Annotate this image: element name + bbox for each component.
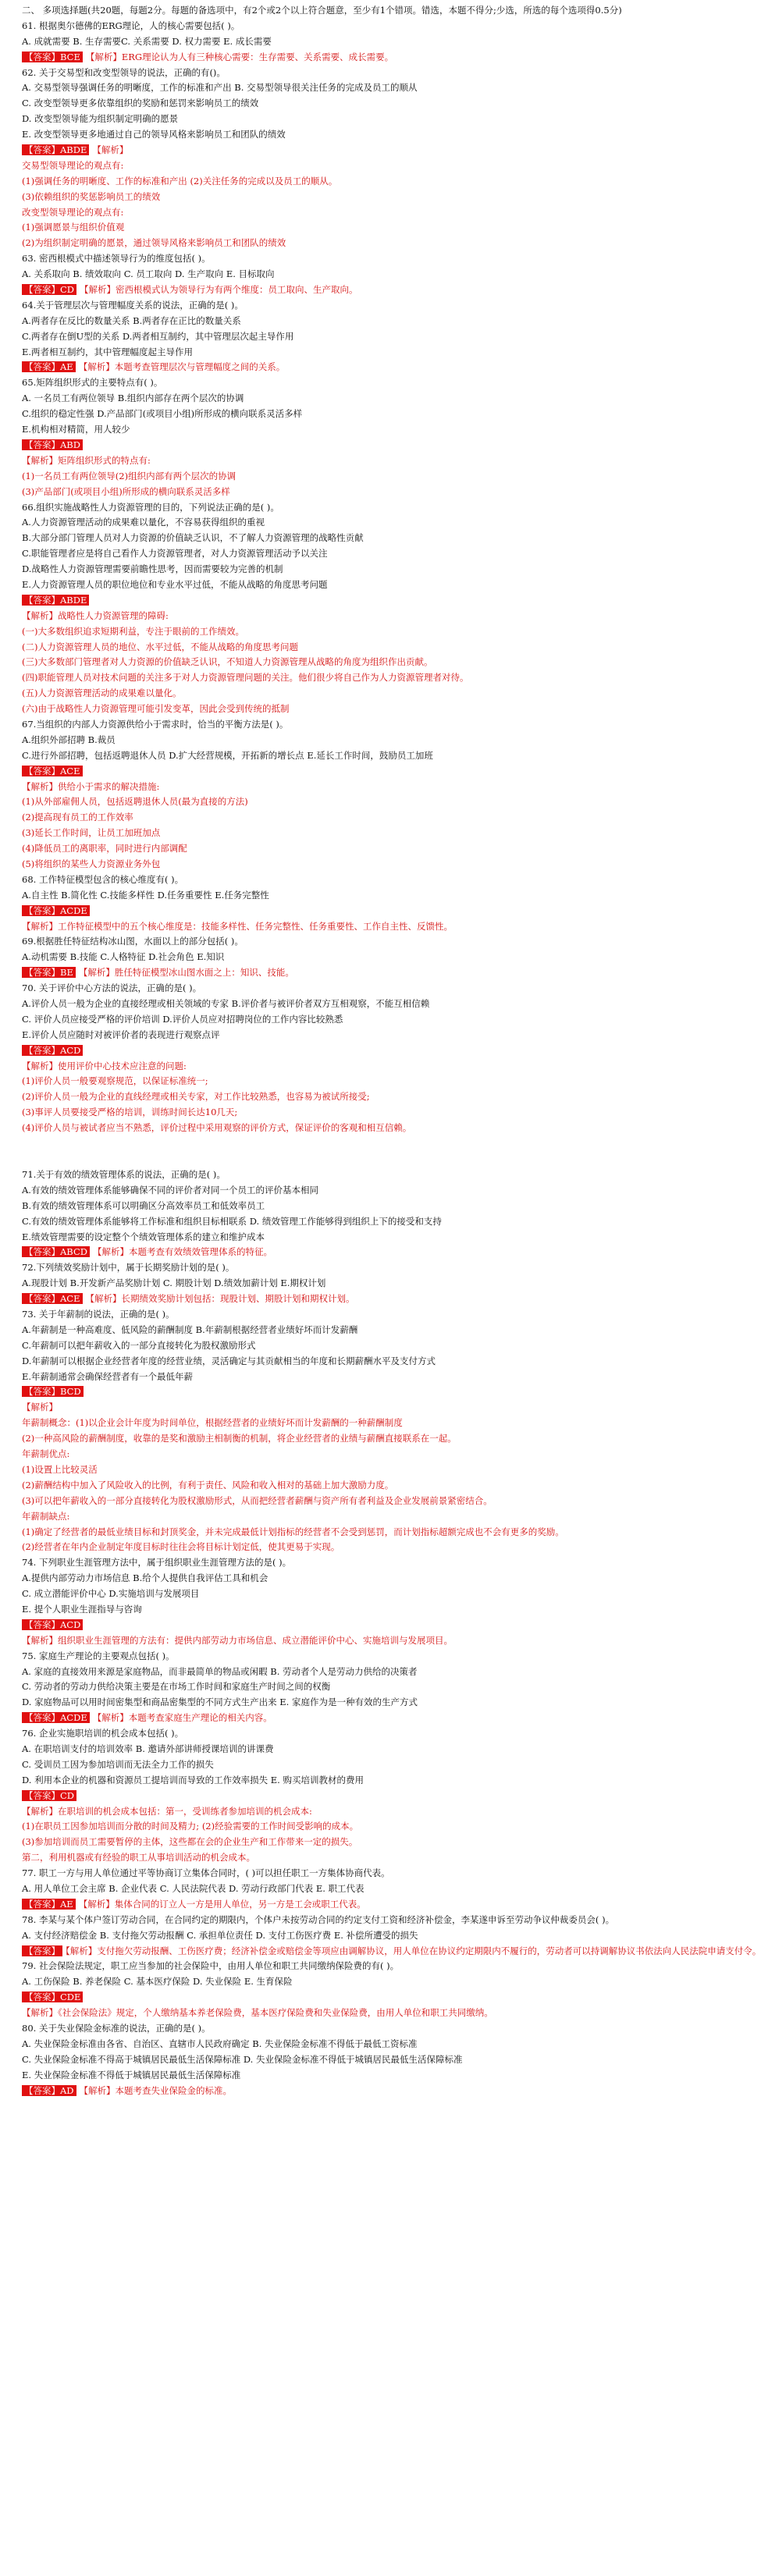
answer-tag: 【答案】ACDE (22, 905, 90, 916)
question-line (22, 1866, 672, 1881)
line-text: A.评价人员一般为企业的直接经理或相关领域的专家 B.评价者与被评价者双方互相观察，不能互相信赖 (22, 998, 430, 1009)
line-text: 【解析】战略性人力资源管理的障碍: (22, 609, 169, 621)
answer-tag: 【答案】AE (22, 1899, 76, 1910)
line-text: 61. 根据奥尔德佛的ERG理论，人的核心需要包括( )。 (22, 20, 240, 31)
line-text: 【解析】 (92, 144, 129, 156)
answer-tag: 【答案】BE (22, 967, 76, 978)
answer-tag: 【答案】AE (22, 361, 76, 372)
question-line (22, 96, 672, 112)
line-text: 年薪制概念：(1)以企业会计年度为时间单位，根据经营者的业绩好坏而计发薪酬的一种薪酬制度 (22, 1417, 403, 1429)
explanation-line (22, 1494, 672, 1509)
question-line (22, 997, 672, 1012)
line-text: 75. 家庭生产理论的主要观点包括( )。 (22, 1650, 175, 1661)
line-text: (2)提高现有员工的工作效率 (22, 812, 133, 823)
explanation-line (22, 1850, 672, 1866)
explanation-line (22, 1835, 672, 1850)
line-text: (1)在职员工因参加培训而分散的时间及精力; (2)经验需要的工作时间受影响的成本。 (22, 1821, 359, 1832)
answer-tag: 【答案】CDE (22, 1992, 83, 2002)
question-line (22, 1742, 672, 1757)
line-text: A. 交易型领导强调任务的明晰度，工作的标准和产出 B. 交易型领导很关注任务的完成及员工的顺从 (22, 82, 418, 94)
line-text: E.绩效管理需要的设定整个个绩效管理体系的建立和维护成本 (22, 1231, 265, 1242)
line-text: 【解析】本题考查有效绩效管理体系的特征。 (93, 1246, 272, 1258)
answer-tag: 【答案】ACDE (22, 1712, 90, 1723)
explanation-line (22, 1525, 672, 1540)
line-text: (2)薪酬结构中加入了风险收入的比例，有利于责任、风险和收入相对的基础上加大激励力度。 (22, 1479, 394, 1491)
question-line (22, 1260, 672, 1276)
question-line (22, 19, 672, 34)
question-line (22, 112, 672, 127)
explanation-line (22, 1105, 672, 1121)
answer-tag: 【答案】BCE (22, 52, 83, 62)
question-line (22, 748, 672, 764)
line-text: 年薪制优点: (22, 1448, 70, 1460)
line-text: C. 评价人员应接受严格的评价培训 D.评价人员应对招聘岗位的工作内容比较熟悉 (22, 1013, 343, 1025)
line-text: (3)延长工作时间，让员工加班加点 (22, 827, 161, 839)
question-line (22, 1881, 672, 1897)
answer-line (22, 1944, 761, 1960)
line-text: (1)设置上比较灵活 (22, 1463, 98, 1475)
line-text: 73. 关于年薪制的说法，正确的是( )。 (22, 1309, 175, 1320)
question-line (22, 515, 672, 531)
question-line (22, 562, 672, 577)
line-text: C.职能管理者应是将自己看作人力资源管理者，对人力资源管理活动予以关注 (22, 548, 328, 560)
line-text: (3)依赖组织的奖惩影响员工的绩效 (22, 190, 161, 202)
line-text: C.有效的绩效管理体系能够将工作标准和组织目标相联系 D. 绩效管理工作能够得到组织上下的接受和支持 (22, 1215, 442, 1227)
explanation-line (22, 841, 672, 857)
line-text: (四)职能管理人员对技术问题的关注多于对人力资源管理问题的关注。他们很少将自己作为人力资源管理者对待。 (22, 672, 469, 684)
line-text: (1)强调愿景与组织价值观 (22, 222, 125, 233)
line-text: (三)大多数部门管理者对人力资源的价值缺乏认识，不知道人力资源管理从战略的角度为组织作出贡献。 (22, 656, 433, 668)
line-text: 【解析】供给小于需求的解决措施: (22, 780, 160, 792)
line-text: 【解析】支付拖欠劳动报酬、工伤医疗费；经济补偿金或赔偿金等项应由调解协议，用人单位在协议约定期限内不履行的，劳动者可以持调解协议书依法向人民法院申请支付令。 (66, 1945, 761, 1956)
line-text: (2)一种高风险的薪酬制度，收靠的是奖和激励主相制衡的机制，将企业经营者的业绩与薪酬直接联系在一起。 (22, 1433, 457, 1444)
explanation-line (22, 205, 672, 221)
answer-line (22, 1789, 672, 1804)
question-line (22, 531, 672, 546)
question-line (22, 2068, 672, 2084)
explanation-line (22, 158, 672, 174)
line-text: C.两者存在倒U型的关系 D.两者相互制约，其中管理层次起主导作用 (22, 330, 294, 342)
question-line (22, 577, 672, 593)
question-line (22, 1183, 672, 1199)
line-text: 【解析】组织职业生涯管理的方法有：提供内部劳动力市场信息、成立潜能评价中心、实施培训与发展项目。 (22, 1634, 453, 1646)
line-text: E.机构相对精简，用人较少 (22, 424, 130, 435)
question-line (22, 934, 672, 950)
line-text: D. 利用本企业的机器和资源员工提培训而导致的工作效率损失 E. 购买培训教材的费用 (22, 1774, 364, 1785)
explanation-line (22, 655, 672, 670)
line-text: (1)强调任务的明晰度、工作的标准和产出 (2)关注任务的完成以及员工的顺从。 (22, 175, 338, 187)
question-line (22, 1028, 672, 1043)
question-line (22, 1307, 672, 1323)
line-text: A. 支付经济赔偿金 B. 支付拖欠劳动报酬 C. 承担单位责任 D. 支付工伤医疗费 E. 补偿所遭受的损失 (22, 1929, 418, 1941)
line-text: A.组织外部招聘 B.裁员 (22, 734, 116, 745)
question-line (22, 1695, 672, 1711)
question-line (22, 3, 672, 19)
explanation-line (22, 640, 672, 656)
line-text: 【解析】长期绩效奖励计划包括：现股计划、期股计划和期权计划。 (85, 1293, 355, 1305)
answer-tag: 【答案】CD (22, 1790, 76, 1801)
explanation-line (22, 1540, 672, 1555)
answer-line (22, 2084, 672, 2099)
line-text: (六)由于战略性人力资源管理可能引发变革，因此会受到传统的抵制 (22, 703, 290, 715)
question-line (22, 1370, 672, 1385)
line-text: 【解析】密西根模式认为领导行为有两个维度：员工取向、生产取向。 (80, 284, 358, 296)
blank-gap (22, 1136, 672, 1167)
question-line (22, 1726, 672, 1742)
question-line (22, 1649, 672, 1665)
explanation-line (22, 919, 672, 935)
explanation-line (22, 1416, 672, 1431)
line-text: (1)确定了经营者的最低业绩目标和封顶奖金，并未完成最低计划指标的经营者不会受到惩罚，而计划指标超额完成也不会有更多的奖励。 (22, 1526, 564, 1537)
line-text: A.有效的绩效管理体系能够确保不同的评价者对同一个员工的评价基本相同 (22, 1184, 318, 1196)
explanation-line (22, 220, 672, 236)
question-line (22, 872, 672, 888)
answer-line (22, 282, 672, 298)
explanation-line (22, 1633, 672, 1649)
answer-line (22, 1292, 672, 1307)
question-line (22, 407, 672, 422)
question-line (22, 546, 672, 562)
explanation-line (22, 780, 672, 795)
line-text: 【解析】本题考查管理层次与管理幅度之间的关系。 (78, 361, 286, 373)
explanation-line (22, 174, 672, 190)
line-text: 68. 工作特征模型包含的核心维度有( )。 (22, 873, 184, 885)
line-text: 78. 李某与某个体户签订劳动合同，在合同约定的期限内，个体户未按劳动合同的约定支付工资和经济补偿金，李某遂申诉至劳动争议仲裁委员会( )。 (22, 1913, 615, 1925)
line-text: C. 失业保险金标准不得高于城镇居民最低生活保障标准 D. 失业保险金标准不得低于城镇居民最低生活保障标准 (22, 2053, 463, 2065)
line-text: 【解析】胜任特征模型冰山图水面之上：知识、技能。 (78, 967, 294, 979)
line-text: 【解析】本题考查家庭生产理论的相关内容。 (92, 1712, 272, 1724)
line-text: (3)产品部门(或项目小组)所形成的横向联系灵活多样 (22, 485, 230, 497)
answer-line (22, 1990, 672, 2006)
explanation-line (22, 1089, 672, 1105)
question-line (22, 1928, 672, 1944)
line-text: C. 受训员工因为参加培训而无法全力工作的损失 (22, 1758, 214, 1770)
line-text: E. 失业保险金标准不得低于城镇居民最低生活保障标准 (22, 2069, 241, 2080)
line-text: A.人力资源管理活动的成果难以量化，不容易获得组织的重视 (22, 517, 265, 528)
line-text: D. 改变型领导能为组织制定明确的愿景 (22, 113, 179, 125)
line-text: (4)评价人员与被试者应当不熟悉，评价过程中采用观察的评价方式，保证评价的客观和相互信赖。 (22, 1122, 412, 1134)
question-line (22, 1913, 672, 1928)
line-text: (1)从外部雇佣人员，包括返聘退休人员(最为直接的方法) (22, 796, 248, 808)
answer-tag: 【答案】ABDE (22, 144, 89, 155)
line-text: E.年薪制通常会确保经营者有一个最低年薪 (22, 1370, 194, 1382)
line-text: E.两者相互制约，其中管理幅度起主导作用 (22, 346, 194, 357)
line-text: C.进行外部招聘，包括返聘退休人员 D.扩大经营规模，开拓新的增长点 E.延长工作时间，鼓励员工加班 (22, 749, 433, 761)
line-text: 【解析】集体合同的订立人一方是用人单位，另一方是工会或职工代表。 (78, 1898, 366, 1910)
question-line (22, 950, 672, 965)
line-text: E.人力资源管理人员的职位地位和专业水平过低，不能从战略的角度思考问题 (22, 578, 328, 590)
answer-tag: 【答案】ACE (22, 1293, 83, 1304)
line-text: A. 工伤保险 B. 养老保险 C. 基本医疗保险 D. 失业保险 E. 生育保险 (22, 1976, 293, 1988)
question-line (22, 422, 672, 438)
line-text: A. 关系取向 B. 绩效取向 C. 员工取向 D. 生产取向 E. 目标取向 (22, 268, 275, 280)
answer-line (22, 50, 672, 66)
line-text: (五)人力资源管理活动的成果难以量化。 (22, 688, 182, 699)
explanation-line (22, 1462, 672, 1478)
explanation-line (22, 453, 672, 469)
line-text: 74. 下列职业生涯管理方法中，属于组织职业生涯管理方法的是( )。 (22, 1557, 292, 1569)
question-line (22, 1354, 672, 1370)
question-line (22, 500, 672, 516)
question-line (22, 1167, 672, 1183)
explanation-line (22, 485, 672, 500)
line-text: 79. 社会保险法规定，职工应当参加的社会保险中，由用人单位和职工共同缴纳保险费的有( )。 (22, 1960, 400, 1972)
line-text: (一)大多数组织追求短期利益，专注于眼前的工作绩效。 (22, 625, 244, 637)
line-text: C. 劳动者的劳动力供给决策主要是在市场工作时间和家庭生产时间之间的权衡 (22, 1681, 331, 1693)
question-line (22, 1230, 672, 1245)
line-text: (1)评价人员一般要观察规范，以保证标准统一; (22, 1075, 208, 1087)
line-text: 改变型领导理论的观点有: (22, 206, 124, 218)
line-text: A. 用人单位工会主席 B. 企业代表 C. 人民法院代表 D. 劳动行政部门代表 E. 职工代表 (22, 1882, 364, 1894)
question-line (22, 1757, 672, 1773)
question-line (22, 375, 672, 391)
answer-line (22, 143, 672, 158)
explanation-line (22, 1509, 672, 1525)
line-text: 64.关于管理层次与管理幅度关系的说法，正确的是( )。 (22, 299, 244, 311)
line-text: A.动机需要 B.技能 C.人格特征 D.社会角色 E.知识 (22, 951, 225, 963)
line-text: 【解析】在职培训的机会成本包括：第一，受训练者参加培训的机会成本: (22, 1805, 312, 1817)
line-text: (3)参加培训而员工需要暂停的主体，这些都在会的企业生产和工作带来一定的损失。 (22, 1836, 358, 1848)
question-line (22, 1571, 672, 1586)
question-line (22, 1974, 672, 1990)
line-text: E. 改变型领导更多地通过自己的领导风格来影响员工和团队的绩效 (22, 129, 286, 140)
question-line (22, 251, 672, 267)
explanation-line (22, 857, 672, 872)
line-text: 67.当组织的内部人力资源供给小于需求时，恰当的平衡方法是( )。 (22, 718, 289, 730)
question-line (22, 981, 672, 997)
answer-tag: 【答案】ABCD (22, 1246, 90, 1257)
question-line (22, 1773, 672, 1789)
line-text: 65.矩阵组织形式的主要特点有( )。 (22, 377, 163, 389)
explanation-line (22, 794, 672, 810)
line-text: (3)可以把年薪收入的一部分直接转化为股权激励形式，从而把经营者薪酬与资产所有者利益及企业发展前景紧密结合。 (22, 1494, 493, 1506)
explanation-line (22, 236, 672, 251)
question-line (22, 1665, 672, 1680)
line-text: 年薪制缺点: (22, 1510, 70, 1522)
question-line (22, 1602, 672, 1618)
question-line (22, 1586, 672, 1602)
line-text: 71.关于有效的绩效管理体系的说法，正确的是( )。 (22, 1169, 226, 1181)
answer-line (22, 360, 672, 375)
question-line (22, 391, 672, 407)
line-text: A.提供内部劳动力市场信息 B.给个人提供自我评估工具和机会 (22, 1572, 268, 1584)
answer-tag: 【答案】BCD (22, 1386, 84, 1397)
answer-tag: 【答案】 (22, 1945, 62, 1956)
line-text: C. 改变型领导更多依靠组织的奖励和惩罚来影响员工的绩效 (22, 98, 259, 109)
line-text: (2)为组织制定明确的愿景，通过领导风格来影响员工和团队的绩效 (22, 237, 286, 249)
line-text: (3)事评人员要接受严格的培训，训练时间长达10几天; (22, 1107, 238, 1118)
answer-tag: 【答案】ACD (22, 1619, 83, 1630)
line-text: 【解析】工作特征模型中的五个核心维度是：技能多样性、任务完整性、任务重要性、工作自主性、反馈性。 (22, 920, 453, 932)
line-text: D.战略性人力资源管理需要前瞻性思考，因而需要较为完善的机制 (22, 563, 283, 575)
answer-tag: 【答案】ACD (22, 1045, 83, 1056)
explanation-line (22, 624, 672, 640)
answer-line (22, 1043, 672, 1059)
question-line (22, 329, 672, 345)
question-line (22, 1555, 672, 1571)
question-line (22, 127, 672, 143)
explanation-line (22, 1059, 672, 1075)
question-line (22, 2021, 672, 2037)
question-line (22, 1199, 672, 1214)
line-text: 【解析】《社会保险法》规定，个人缴纳基本养老保险费，基本医疗保险费和失业保险费，由用人单位和职工共同缴纳。 (22, 2007, 493, 2019)
question-line (22, 888, 672, 904)
line-text: 77. 职工一方与用人单位通过平等协商订立集体合同时，( )可以担任职工一方集体协商代表。 (22, 1867, 390, 1879)
line-text: A.年薪制是一种高难度、低风险的薪酬制度 B.年薪制根据经营者业绩好坏而计发薪酬 (22, 1324, 358, 1335)
question-line (22, 314, 672, 329)
explanation-line (22, 686, 672, 702)
line-text: A. 家庭的直接效用来源是家庭物品，而非最简单的物品或闲暇 B. 劳动者个人是劳动力供给的决策者 (22, 1665, 418, 1677)
line-text: 70. 关于评价中心方法的说法，正确的是( )。 (22, 982, 202, 994)
line-text: (二)人力资源管理人员的地位、水平过低，不能从战略的角度思考问题 (22, 641, 298, 652)
question-line (22, 345, 672, 361)
line-text: A. 成就需要 B. 生存需要C. 关系需要 D. 权力需要 E. 成长需要 (22, 35, 272, 47)
question-line (22, 34, 672, 50)
answer-line (22, 904, 672, 919)
line-text: D. 家庭物品可以用时间密集型和商品密集型的不同方式生产出来 E. 家庭作为是一种有效的生产方式 (22, 1697, 418, 1708)
explanation-line (22, 190, 672, 205)
line-text: 交易型领导理论的观点有: (22, 159, 124, 171)
question-line (22, 1338, 672, 1354)
question-line (22, 80, 672, 96)
question-line (22, 717, 672, 733)
explanation-line (22, 670, 672, 686)
line-text: B.大部分部门管理人员对人力资源的价值缺乏认识，不了解人力资源管理的战略性贡献 (22, 532, 364, 544)
line-text: 69.根据胜任特征结构冰山图，水面以上的部分包括( )。 (22, 936, 244, 947)
line-text: (2)评价人员一般为企业的直线经理或相关专家，对工作比较熟悉，也容易为被试所接受; (22, 1091, 370, 1103)
explanation-line (22, 1074, 672, 1089)
line-text: 【解析】 (22, 1402, 58, 1413)
line-text: A. 在职培训支付的培训效率 B. 邀请外部讲师授课培训的讲课费 (22, 1743, 274, 1754)
line-text: A.两者存在反比的数量关系 B.两者存在正比的数量关系 (22, 314, 241, 326)
answer-tag: 【答案】CD (22, 284, 76, 295)
line-text: A.现股计划 B.开发新产品奖励计划 C. 期股计划 D.绩效加薪计划 E.期权计划 (22, 1277, 326, 1289)
line-text: 72.下列绩效奖励计划中，属于长期奖励计划的是( )。 (22, 1262, 235, 1274)
explanation-line (22, 469, 672, 485)
question-line (22, 733, 672, 748)
line-text: 第二，利用机器或有经验的职工从事培训活动的机会成本。 (22, 1852, 255, 1864)
explanation-line (22, 1431, 672, 1447)
line-text: 【解析】ERG理论认为人有三种核心需要：生存需要、关系需要、成长需要。 (85, 51, 394, 62)
answer-tag: 【答案】ABDE (22, 595, 89, 606)
explanation-line (22, 1400, 672, 1416)
question-line (22, 298, 672, 314)
line-text: B.有效的绩效管理体系可以明确区分高效率员工和低效率员工 (22, 1199, 265, 1211)
answer-line (22, 764, 672, 780)
question-line (22, 2037, 672, 2052)
line-text: 二、 多项选择题(共20题，每题2分。每题的备选项中，有2个或2个以上符合题意，至少有1个错项。错选，本题不得分;少选，所选的每个选项得0.5分) (22, 5, 622, 16)
line-text: (1)一名员工有两位领导(2)组织内部有两个层次的协调 (22, 470, 236, 481)
question-line (22, 1012, 672, 1028)
answer-tag: 【答案】AD (22, 2085, 76, 2096)
explanation-line (22, 609, 672, 624)
explanation-line (22, 1121, 672, 1136)
explanation-line (22, 826, 672, 841)
explanation-line (22, 702, 672, 717)
question-line (22, 1276, 672, 1292)
answer-line (22, 1618, 672, 1633)
explanation-line (22, 1804, 672, 1820)
explanation-line (22, 810, 672, 826)
explanation-line (22, 1447, 672, 1462)
line-text: 66.组织实施战略性人力资源管理的目的，下列说法正确的是( )。 (22, 501, 279, 513)
line-text: 76. 企业实施职培训的机会成本包括( )。 (22, 1728, 184, 1739)
line-text: 【解析】矩阵组织形式的特点有: (22, 454, 151, 466)
line-text: C.组织的稳定性强 D.产品部门(或项目小组)所形成的横向联系灵活多样 (22, 408, 303, 420)
answer-line (22, 965, 672, 981)
line-text: C.年薪制可以把年薪收入的一部分直接转化为股权激励形式 (22, 1339, 256, 1351)
line-text: (5)将组织的某些人力资源业务外包 (22, 858, 161, 869)
explanation-line (22, 1819, 672, 1835)
answer-tag: 【答案】ACE (22, 766, 83, 776)
line-text: 【解析】本题考查失业保险金的标准。 (79, 2084, 233, 2096)
question-line (22, 1679, 672, 1695)
question-line (22, 1959, 672, 1974)
line-text: E. 提个人职业生涯指导与咨询 (22, 1603, 142, 1615)
line-text: 【解析】使用评价中心技术应注意的问题: (22, 1060, 187, 1071)
answer-line (22, 1897, 672, 1913)
question-line (22, 1214, 672, 1230)
question-line (22, 1323, 672, 1338)
line-text: D.年薪制可以根据企业经营者年度的经营业绩，灵活确定与其贡献相当的年度和长期薪酬水平及支付方式 (22, 1355, 436, 1366)
line-text: 63. 密西根模式中描述领导行为的维度包括( )。 (22, 253, 211, 265)
answer-line (22, 1245, 672, 1260)
answer-tag: 【答案】ABD (22, 439, 83, 450)
line-text: 80. 关于失业保险金标准的说法，正确的是( )。 (22, 2023, 211, 2034)
line-text: (2)经营者在年内企业制定年度目标时往往会将目标计划定低，使其更易于实现。 (22, 1541, 340, 1553)
line-text: A. 失业保险金标准由各省、自治区、直辖市人民政府确定 B. 失业保险金标准不得低于最低工资标准 (22, 2038, 418, 2049)
answer-line (22, 438, 672, 453)
answer-line (22, 593, 672, 609)
question-line (22, 66, 672, 81)
line-text: A. 一名员工有两位领导 B.组织内部存在两个层次的协调 (22, 393, 244, 404)
line-text: E.评价人员应随时对被评价者的表现进行观察点评 (22, 1029, 220, 1040)
explanation-line (22, 2006, 672, 2021)
line-text: 62. 关于交易型和改变型领导的说法，正确的有()。 (22, 66, 226, 78)
answer-line (22, 1711, 672, 1726)
line-text: A.自主性 B.简化性 C.技能多样性 D.任务重要性 E.任务完整性 (22, 889, 269, 901)
question-line (22, 267, 672, 282)
line-text: (4)降低员工的离职率，同时进行内部调配 (22, 843, 187, 855)
line-text: C. 成立潜能评价中心 D.实施培训与发展项目 (22, 1588, 200, 1600)
question-line (22, 2052, 672, 2068)
answer-line (22, 1384, 672, 1400)
explanation-line (22, 1478, 672, 1494)
